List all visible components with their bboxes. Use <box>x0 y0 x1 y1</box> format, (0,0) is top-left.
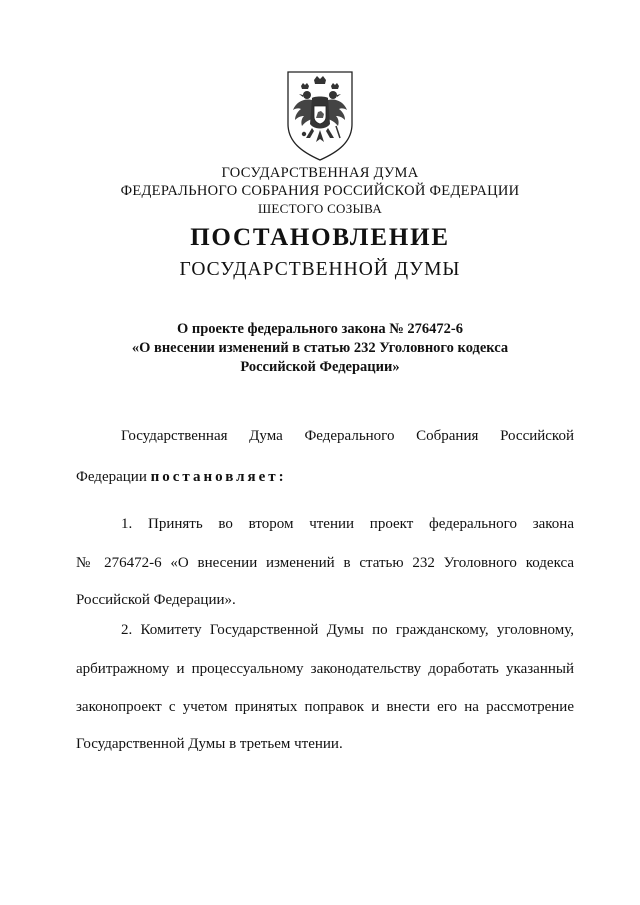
org-line-1: ГОСУДАРСТВЕННАЯ ДУМА <box>221 165 419 181</box>
subject-line-2: «О внесении изменений в статью 232 Уголовного кодекса <box>131 340 509 356</box>
item-2-line-3: законопроект с учетом принятых поправок и внести его на рассмотрение <box>76 699 574 715</box>
document-type-title: ПОСТАНОВЛЕНИЕ <box>190 224 450 251</box>
issuing-body-title: ГОСУДАРСТВЕННОЙ ДУМЫ <box>179 259 461 280</box>
subject-line-1: О проекте федерального закона № 276472-6 <box>176 321 464 337</box>
item-1-line-3: Российской Федерации». <box>76 592 236 608</box>
preamble-line-1: Государственная Дума Федерального Собрания Российской <box>121 428 574 444</box>
item-2-line-2: арбитражному и процессуальному законодательству доработать указанный <box>76 661 574 677</box>
resolves-keyword: постановляет: <box>150 469 287 485</box>
russian-coat-of-arms-icon <box>284 68 356 162</box>
item-1-line-2: № 276472-6 «О внесении изменений в статью 232 Уголовного кодекса <box>76 555 574 571</box>
preamble-line-2 <box>76 467 574 487</box>
org-line-2: ФЕДЕРАЛЬНОГО СОБРАНИЯ РОССИЙСКОЙ ФЕДЕРАЦИИ <box>120 183 520 199</box>
org-line-3: ШЕСТОГО СОЗЫВА <box>257 201 383 216</box>
subject-line-3: Российской Федерации» <box>240 359 400 375</box>
item-1-line-1: 1. Принять во втором чтении проект федерального закона <box>121 516 574 532</box>
item-2-line-4: Государственной Думы в третьем чтении. <box>76 736 343 752</box>
item-2-line-1: 2. Комитету Государственной Думы по гражданскому, уголовному, <box>121 622 574 638</box>
preamble-line-2-start: Федерации <box>76 469 151 485</box>
